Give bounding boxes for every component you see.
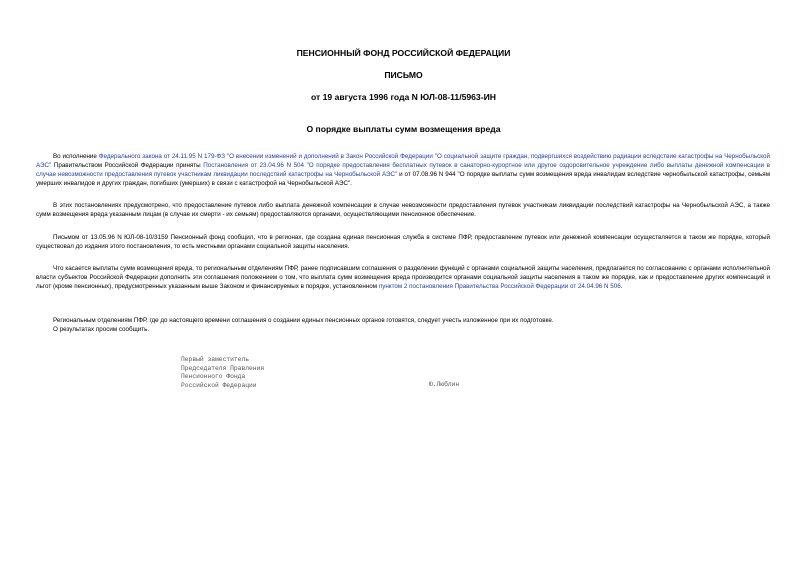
federal-law-link[interactable]: Федерального закона от 24.11.95 N 179-ФЗ "О внесении изменений и дополнений в Закон Российской Федерации "О социальной защите граждан, подвергшихся воздействию радиации вследствие катастрофы на Чернобыльской АЭС"	[36, 153, 771, 169]
paragraph-text: Во исполнение	[53, 153, 99, 160]
signature-line: Российской Федерации	[181, 381, 257, 389]
paragraph-text: .	[620, 283, 623, 290]
paragraph-text: Что касается выплаты сумм возмещения вреда, то региональным отделениям ПФР, ранее подписавшим соглашения о разделении функций с органами социальной защиты населения, предлагается по согласованию с органами исполнительной власти субъектов Российской Федерации дополнить эти соглашения положением о том, что выплата сумм возмещения вреда производится органами социальной защиты населения в таком же порядке, как и предоставление других компенсаций и льгот (кроме пенсионных), предусмотренных указанным выше Законом и финансируемых в порядке, установленном	[36, 265, 770, 290]
paragraph-text: Письмом от 13.05.96 N ЮЛ-08-10/3159 Пенсионный фонд сообщил, что в регионах, где создана единая пенсионная служба в системе ПФР, предоставление путевок или денежной компенсации осуществляется в таком же порядке, который существовал до издания этого постановления, то есть местными органами социальной защиты населения.	[36, 234, 770, 250]
paragraph-text: Правительством Российской Федерации приняты	[51, 162, 204, 169]
doc-date-number: от 19 августа 1996 года N ЮЛ-08-11/5963-ИН	[311, 92, 496, 102]
org-title: ПЕНСИОННЫЙ ФОНД РОССИЙСКОЙ ФЕДЕРАЦИИ	[296, 48, 511, 58]
paragraph-1	[36, 152, 770, 188]
paragraph-2	[36, 201, 770, 219]
paragraph-4	[36, 264, 770, 291]
signature-line: Первый заместитель	[181, 356, 250, 363]
paragraph-text: О результатах просим сообщить.	[53, 326, 150, 333]
signature-line: Пенсионного Фонда	[181, 373, 246, 381]
paragraph-text: Региональным отделениям ПФР, где до настоящего времени соглашения о создании единых пенсионных органов готовятся, следует учесть изложенное при их подготовке.	[53, 317, 554, 324]
signatory-name: Ю.Люблин	[429, 381, 460, 388]
paragraph-text: и от 07.08.96 N 944 "О порядке выплаты сумм возмещения вреда инвалидам вследствие чернобыльской катастрофы, семьям умерших инвалидов и других граждан, погибших (умерших) в связи с катастрофой на Чернобыльской АЭС".	[36, 171, 770, 187]
paragraph-5	[36, 316, 770, 334]
paragraph-3	[36, 233, 770, 251]
paragraph-text: В этих постановлениях предусмотрено, что предоставление путевок либо выплата денежной компенсации в случае невозможности предоставления путевок участникам ликвидации последствий катастрофы на Чернобыльской АЭС, а также сумм возмещения вреда указанным лицам (в случае их смерти - их семьям) предоставляются органами, осуществляющими пенсионное обеспечение.	[36, 202, 770, 218]
doc-subject: О порядке выплаты сумм возмещения вреда	[306, 124, 501, 134]
resolution-504-link[interactable]: Постановления от 23.04.96 N 504 "О порядке предоставления бесплатных путевок в санаторно-курортное или другое оздоровительное учреждение либо выплаты денежной компенсации в случае невозможности предоставления путевок участникам ликвидации последствий катастрофы на Чернобыльской АЭС"	[36, 162, 770, 178]
signature-block	[181, 356, 264, 390]
signature-line: Председателя Правления	[181, 364, 265, 372]
resolution-506-link[interactable]: пунктом 2 постановления Правительства Российской Федерации от 24.04.96 N 506	[378, 283, 621, 290]
doc-type: ПИСЬМО	[384, 70, 423, 80]
